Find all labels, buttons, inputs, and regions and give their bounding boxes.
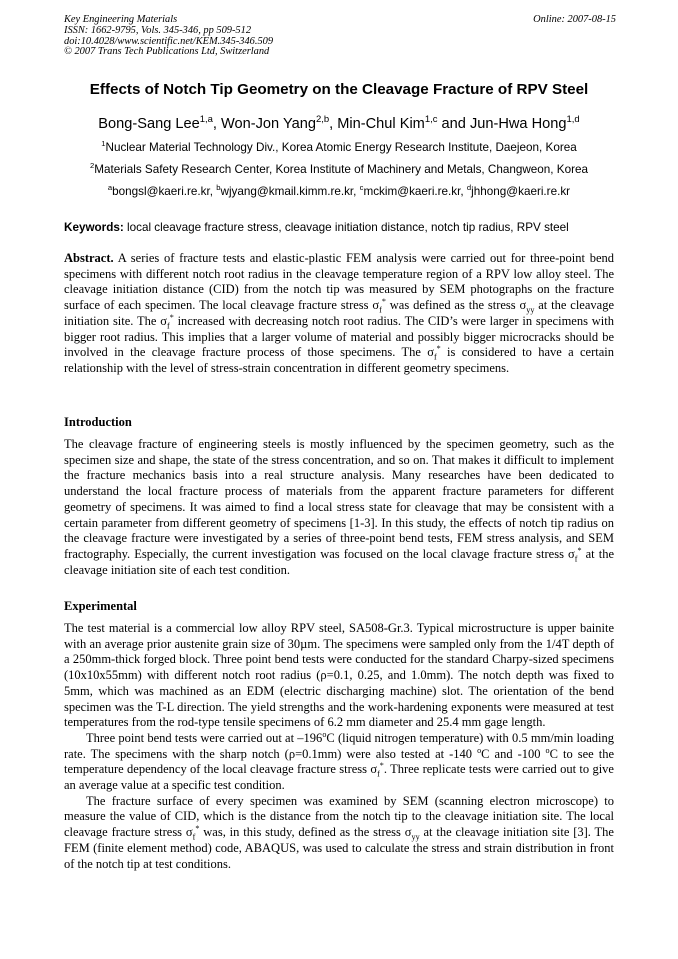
abstract-text: A series of fracture tests and elastic-plastic FEM analysis were carried out for three-point bend specimens with different notch root radius in the cleavage temperature region of a RPV low alloy steel. The cleavage initiation distance (CID) from the notch tip was measured by SEM photographs on the fracture surface of each specimen. The local cleavage fracture stress — [64, 251, 614, 313]
abstract-text: is considered to have a certain relationship with the level of stress-strain concentration in different geometry specimens. — [64, 345, 614, 375]
sigma-symbol: σ — [372, 298, 380, 313]
affiliation-mark: 1 — [101, 139, 106, 149]
rho-symbol: ρ — [320, 668, 327, 683]
subscript: f — [433, 352, 437, 362]
superscript: * — [169, 312, 174, 322]
author-affiliation-mark: 1,c — [424, 114, 438, 126]
rho-symbol: ρ — [288, 746, 296, 761]
separator: and — [437, 116, 470, 132]
author-affiliation-mark: 1,d — [566, 114, 580, 126]
journal-doi: doi:10.4028/www.scientific.net/KEM.345-346.509 — [64, 35, 274, 47]
separator: , — [353, 185, 360, 198]
separator: , — [329, 116, 338, 132]
author-affiliation-mark: 2,b — [315, 114, 330, 126]
email-mark: b — [216, 183, 221, 193]
exp-text: =0.1mm) were also tested at -140 — [295, 746, 478, 761]
email-link[interactable]: jhhong@kaeri.re.kr — [471, 185, 571, 198]
affiliation-mark: 2 — [90, 161, 95, 171]
online-date: Online: 2007-08-15 — [533, 14, 616, 25]
paragraph — [64, 794, 614, 873]
abstract-text: at the cleavage initiation site. The — [64, 298, 614, 328]
superscript: * — [381, 296, 386, 306]
affiliation-text: Nuclear Material Technology Div., Korea Atomic Energy Research Institute, Daejeon, Korea — [105, 141, 577, 154]
sigma-symbol: σ — [519, 298, 527, 313]
subscript: f — [192, 832, 196, 842]
email-mark: a — [107, 183, 113, 193]
subscript: yy — [411, 832, 420, 842]
sigma-symbol: σ — [370, 762, 378, 777]
abstract-text: was defined as the stress — [385, 298, 520, 313]
section-heading-introduction: Introduction — [64, 415, 132, 429]
separator: , — [460, 185, 467, 198]
author-name: Jun-Hwa Hong — [469, 116, 567, 132]
author-name: Bong-Sang Lee — [98, 116, 200, 132]
exp-text: at the cleavage initiation site [3]. The FEM (finite element method) code, ABAQUS, was used to calculate the stress and strain distribution in front of the notch tip at test conditions. — [64, 825, 614, 871]
paragraph — [64, 731, 614, 794]
intro-text: The cleavage fracture of engineering steels is mostly influenced by the specimen geometry, such as the specimen size and shape, the state of the stress concentration, and so on. That makes it difficult to implement the fracture mechanics basis into a real structure analysis. Many researches have been dedicated to understand the local fracture process of materials from the apparent fracture parameters for different geometry of specimens. It was aimed to find a local stress state for cleavage that may be consistent with a certain parameter from different geometry of specimens [1-3]. In this study, the effects of notch tip radius on the cleavage fracture were investigated by a series of three-point bend tests, FEM stress analysis, and SEM fractography. Especially, the current investigation was focused on the local clavage fracture stress — [64, 437, 614, 561]
sigma-symbol: σ — [568, 546, 575, 561]
exp-text: Three point bend tests were carried out at –196 — [86, 730, 323, 745]
keywords — [64, 221, 624, 234]
sigma-symbol: σ — [160, 313, 167, 328]
subscript: yy — [526, 305, 535, 315]
exp-text: C and -100 — [481, 746, 546, 761]
author-affiliation-mark: 1,a — [199, 114, 213, 126]
exp-text: C to see the temperature dependency of the local cleavage fracture stress — [64, 746, 614, 777]
abstract — [64, 251, 614, 377]
superscript: * — [379, 761, 384, 771]
email-mark: c — [359, 183, 364, 193]
degree-mark: o — [322, 729, 327, 739]
superscript: * — [436, 344, 441, 354]
exp-text: The test material is a commercial low alloy RPV steel, SA508-Gr.3. Typical microstructure is upper bainite with an average prior austenite grain size of 30µm. The specimens were sampled only from the 1/4T depth of a 250mm-thick forged block. Three point bend tests were conducted for the standard Charpy-sized specimens (10x10x55mm) with different notch root radius ( — [64, 621, 614, 683]
exp-text: =0.1, 0.25, and 1.0mm). The notch depth was fixed to 5mm, which was machined as an EDM (electric discharging machine) slot. The orientation of the bend specimen was the T-L direction. The yield strengths and the work-hardening exponents were measured at test temperatures from the rod-type tensile specimens of 6.2 mm diameter and 25.4 mm gage length. — [64, 668, 614, 730]
superscript: * — [195, 823, 200, 833]
subscript: f — [379, 305, 382, 315]
journal-issn: ISSN: 1662-9795, Vols. 345-346, pp 509-512 — [64, 24, 252, 36]
abstract-label: Abstract. — [64, 251, 114, 265]
exp-text: The fracture surface of every specimen was examined by SEM (scanning electron microscope) to measure the value of CID, which is the distance from the notch tip to the cleavage initiation site. The local cleavage fracture stress — [64, 793, 614, 840]
exp-text: C (liquid nitrogen temperature) with 0.5 mm/min loading rate. The specimens with the sharp notch ( — [64, 730, 614, 761]
email-mark: d — [466, 183, 472, 193]
sigma-symbol: σ — [404, 825, 412, 840]
section-heading-experimental: Experimental — [64, 599, 137, 613]
separator: , — [209, 185, 217, 198]
exp-text: . Three replicate tests were carried out to give an average value at a specific test condition. — [64, 762, 614, 793]
superscript: * — [577, 545, 582, 555]
subscript: f — [574, 554, 578, 564]
sigma-symbol: σ — [427, 345, 434, 360]
author-name: Won-Jon Yang — [221, 116, 316, 132]
author-name: Min-Chul Kim — [337, 116, 425, 132]
journal-name: Key Engineering Materials — [64, 14, 178, 25]
keywords-text: local cleavage fracture stress, cleavage initiation distance, notch tip radius, RPV steel — [123, 221, 569, 234]
paper-title: Effects of Notch Tip Geometry on the Cleavage Fracture of RPV Steel — [89, 81, 589, 98]
exp-text: was, in this study, defined as the stress — [199, 825, 405, 840]
paragraph — [64, 621, 614, 731]
email-list — [0, 185, 678, 198]
subscript: f — [167, 321, 170, 331]
journal-header — [64, 15, 616, 58]
degree-mark: o — [545, 745, 550, 755]
separator: , — [212, 116, 222, 132]
email-link[interactable]: mckim@kaeri.re.kr — [363, 185, 461, 198]
affiliation-1 — [0, 141, 678, 154]
affiliation-text: Materials Safety Research Center, Korea Institute of Machinery and Metals, Changweon, Korea — [94, 163, 588, 176]
author-list — [0, 116, 678, 132]
email-link[interactable]: wjyang@kmail.kimm.re.kr — [220, 185, 354, 198]
degree-mark: o — [477, 745, 482, 755]
subscript: f — [377, 769, 380, 779]
email-link[interactable]: bongsl@kaeri.re.kr — [112, 185, 210, 198]
affiliation-2 — [0, 163, 678, 176]
sigma-symbol: σ — [185, 825, 193, 840]
intro-text: at the cleavage initiation site of each test condition. — [64, 546, 614, 577]
abstract-text: increased with decreasing notch root radius. The CID’s were larger in specimens with bigger root radius. This implies that a larger volume of material and possibly bigger microcracks should be involved in the cleavage fracture process of those specimens. The — [64, 313, 614, 360]
keywords-label: Keywords: — [64, 221, 124, 234]
journal-copyright: © 2007 Trans Tech Publications Ltd, Switzerland — [64, 46, 270, 58]
experimental-body — [64, 621, 614, 872]
introduction-body — [64, 437, 614, 578]
